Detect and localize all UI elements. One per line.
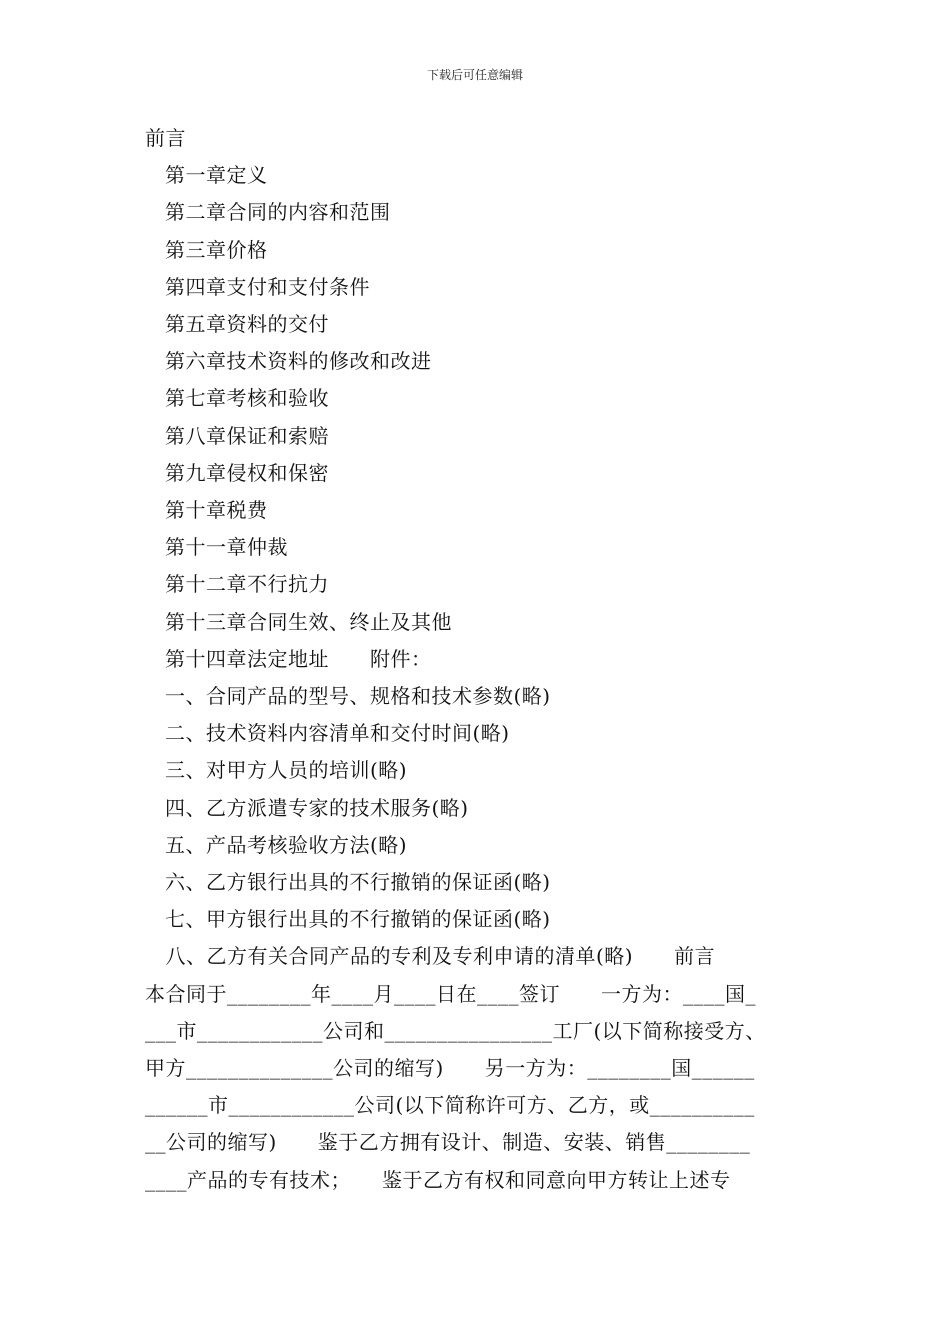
appendix-item-2: 二、技术资料内容清单和交付时间(略)	[165, 721, 510, 746]
body-line-7: ____产品的专有技术； 鉴于乙方有权和同意向甲方转让上述专	[145, 1167, 731, 1192]
document-body	[145, 120, 835, 1199]
toc-chapter-6: 第六章技术资料的修改和改进	[165, 349, 432, 374]
toc-title: 前言	[145, 126, 186, 150]
toc-chapter-3: 第三章价格	[165, 237, 268, 262]
toc-chapter-9: 第九章侵权和保密	[165, 460, 329, 485]
body-line-6: __公司的缩写) 鉴于乙方拥有设计、制造、安装、销售________	[145, 1130, 751, 1155]
body-line-5: ______市____________公司(以下简称许可方、乙方，或__________	[145, 1093, 755, 1118]
toc-chapter-7: 第七章考核和验收	[165, 386, 329, 411]
toc-chapter-8: 第八章保证和索赔	[165, 423, 329, 448]
toc-chapter-10: 第十章税费	[165, 498, 268, 523]
body-line-4: 甲方______________公司的缩写) 另一方为：________国______	[145, 1056, 755, 1081]
toc-chapter-1: 第一章定义	[165, 163, 268, 188]
body-line-1: 八、乙方有关合同产品的专利及专利申请的清单(略) 前言	[145, 944, 716, 969]
toc-chapter-14: 第十四章法定地址 附件：	[165, 646, 432, 671]
toc-chapter-4: 第四章支付和支付条件	[165, 274, 370, 299]
appendix-item-7: 七、甲方银行出具的不行撤销的保证函(略)	[165, 907, 551, 932]
appendix-item-4: 四、乙方派遣专家的技术服务(略)	[165, 795, 469, 820]
appendix-item-3: 三、对甲方人员的培训(略)	[165, 758, 408, 783]
toc-chapter-13: 第十三章合同生效、终止及其他	[165, 609, 452, 634]
body-line-2: 本合同于________年____月____日在____签订 一方为：____国_	[145, 981, 756, 1006]
appendix-item-5: 五、产品考核验收方法(略)	[165, 832, 408, 857]
appendix-item-1: 一、合同产品的型号、规格和技术参数(略)	[165, 684, 551, 709]
toc-chapter-12: 第十二章不行抗力	[165, 572, 329, 597]
appendix-item-6: 六、乙方银行出具的不行撤销的保证函(略)	[165, 870, 551, 895]
toc-chapter-2: 第二章合同的内容和范围	[165, 200, 391, 225]
body-line-3: ___市____________公司和________________工厂(以下简称接受方、	[145, 1018, 766, 1043]
toc-chapter-5: 第五章资料的交付	[165, 312, 329, 337]
toc-chapter-11: 第十一章仲裁	[165, 535, 288, 560]
page-header: 下载后可任意编辑	[426, 68, 523, 82]
